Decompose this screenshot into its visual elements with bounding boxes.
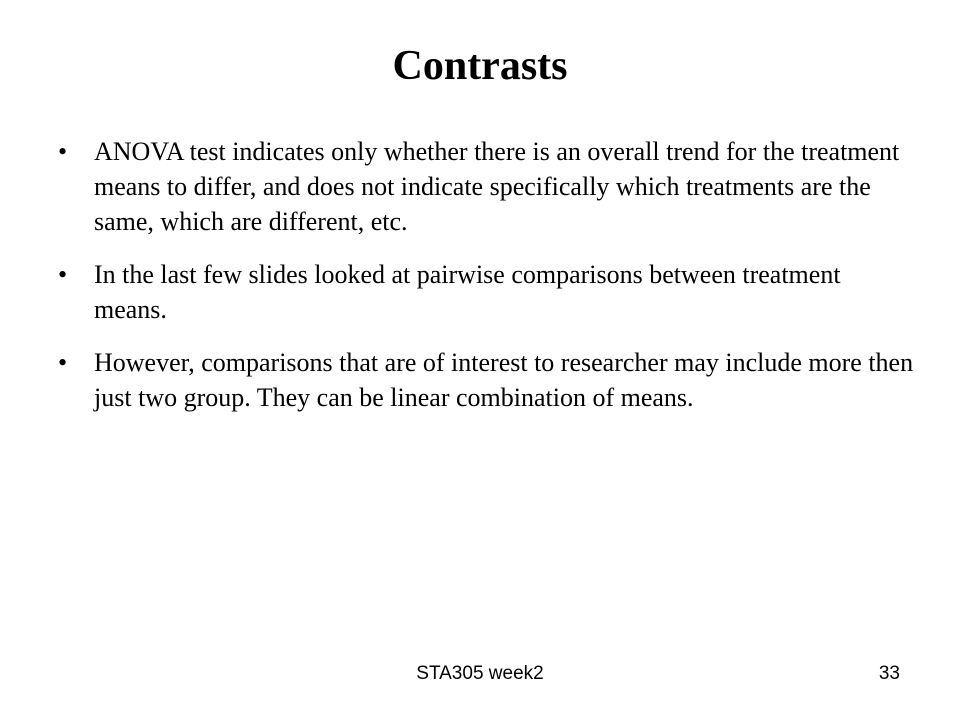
bullet-text: ANOVA test indicates only whether there is an overall trend for the treatment means to differ, and does not indicate specifically which treatments are the same, which are different, etc.: [94, 137, 900, 236]
bullet-text: In the last few slides looked at pairwise comparisons between treatment means.: [94, 260, 841, 324]
bullet-item: [58, 345, 918, 415]
slide-page-number: 33: [878, 663, 900, 684]
bullet-icon: •: [58, 260, 68, 289]
bullet-item: [58, 257, 918, 327]
bullet-icon: •: [58, 137, 68, 166]
footer-course-label: STA305 week2: [416, 663, 544, 684]
bullet-text: However, comparisons that are of interest to researcher may include more then just two group. They can be linear combination of means.: [94, 348, 914, 412]
bullet-list: [58, 134, 918, 433]
bullet-item: [58, 134, 918, 239]
bullet-icon: •: [58, 348, 68, 377]
slide-title: Contrasts: [392, 43, 568, 89]
